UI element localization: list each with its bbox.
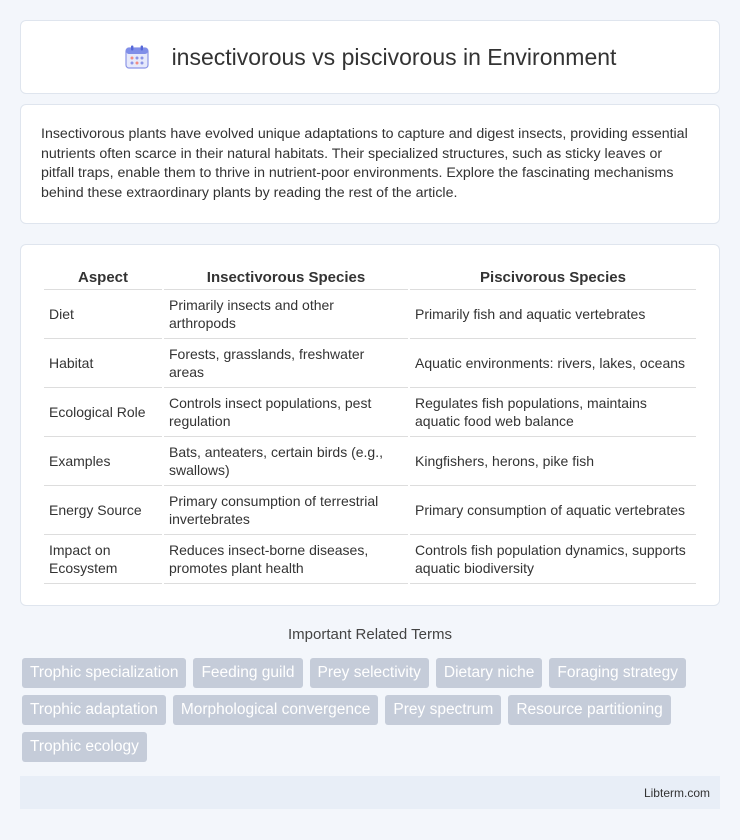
- table-cell: Bats, anteaters, certain birds (e.g., swallows): [164, 437, 408, 486]
- related-term-tag[interactable]: Prey selectivity: [310, 658, 429, 688]
- related-term-tag[interactable]: Morphological convergence: [173, 695, 379, 725]
- table-cell: Primary consumption of terrestrial invertebrates: [164, 486, 408, 535]
- related-term-tag[interactable]: Resource partitioning: [508, 695, 670, 725]
- comparison-table: [42, 265, 698, 584]
- table-cell: Primary consumption of aquatic vertebrates: [410, 486, 696, 535]
- footer: [20, 776, 720, 809]
- column-header: Insectivorous Species: [164, 265, 408, 290]
- table-cell: Impact on Ecosystem: [44, 535, 162, 584]
- table-row: [44, 388, 696, 437]
- table-cell: Ecological Role: [44, 388, 162, 437]
- table-row: [44, 290, 696, 339]
- table-cell: Kingfishers, herons, pike fish: [410, 437, 696, 486]
- header-card: [20, 20, 720, 94]
- table-row: [44, 535, 696, 584]
- footer-site-link[interactable]: Libterm.com: [643, 786, 710, 800]
- table-header-row: [44, 265, 696, 290]
- related-term-tag[interactable]: Trophic adaptation: [22, 695, 166, 725]
- table-cell: Habitat: [44, 339, 162, 388]
- related-term-tag[interactable]: Feeding guild: [193, 658, 302, 688]
- intro-card: [20, 104, 720, 224]
- table-cell: Controls fish population dynamics, supports aquatic biodiversity: [410, 535, 696, 584]
- column-header: Aspect: [44, 265, 162, 290]
- table-cell: Diet: [44, 290, 162, 339]
- related-term-tag[interactable]: Foraging strategy: [549, 658, 686, 688]
- related-terms-title: Important Related Terms: [288, 626, 452, 643]
- table-cell: Controls insect populations, pest regulation: [164, 388, 408, 437]
- column-header: Piscivorous Species: [410, 265, 696, 290]
- page-title: insectivorous vs piscivorous in Environment: [171, 43, 617, 70]
- related-term-tag[interactable]: Prey spectrum: [385, 695, 501, 725]
- related-term-tag[interactable]: Dietary niche: [436, 658, 542, 688]
- table-cell: Aquatic environments: rivers, lakes, oceans: [410, 339, 696, 388]
- table-cell: Reduces insect-borne diseases, promotes plant health: [164, 535, 408, 584]
- related-terms-list: [22, 658, 722, 769]
- table-cell: Primarily fish and aquatic vertebrates: [410, 290, 696, 339]
- related-term-tag[interactable]: Trophic ecology: [22, 732, 147, 762]
- calendar-icon: [124, 44, 150, 70]
- table-cell: Regulates fish populations, maintains aquatic food web balance: [410, 388, 696, 437]
- intro-text: Insectivorous plants have evolved unique adaptations to capture and digest insects, providing essential nutrients often scarce in their natural habitats. Their specialized structures, such as sticky leaves or pitfall traps, enable them to thrive in nutrient-poor environments. Explore the fascinating mechanisms behind these extraordinary plants by reading the rest of the article.: [41, 126, 688, 201]
- table-cell: Examples: [44, 437, 162, 486]
- table-row: [44, 339, 696, 388]
- table-row: [44, 486, 696, 535]
- related-term-tag[interactable]: Trophic specialization: [22, 658, 186, 688]
- table-cell: Primarily insects and other arthropods: [164, 290, 408, 339]
- comparison-card: [20, 244, 720, 606]
- table-row: [44, 437, 696, 486]
- table-cell: Forests, grasslands, freshwater areas: [164, 339, 408, 388]
- table-cell: Energy Source: [44, 486, 162, 535]
